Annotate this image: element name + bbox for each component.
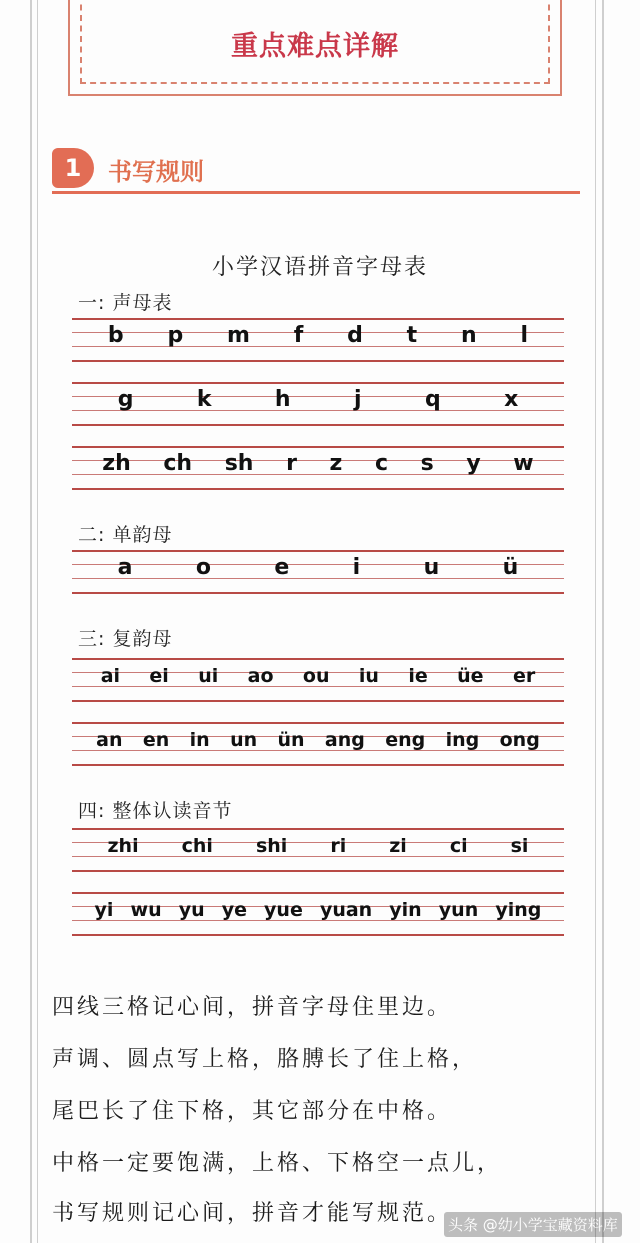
pinyin-letter: ui xyxy=(198,665,219,687)
pinyin-letter: d xyxy=(347,323,363,348)
staff-line xyxy=(72,592,564,594)
staff-line xyxy=(72,934,564,936)
group-label: 三: 复韵母 xyxy=(78,628,173,650)
letter-row xyxy=(72,550,564,586)
pinyin-letter: ing xyxy=(445,729,480,751)
letter-row xyxy=(72,318,564,354)
pinyin-letter: an xyxy=(96,729,123,751)
pinyin-letter: q xyxy=(424,387,441,412)
pinyin-letter: w xyxy=(513,451,534,476)
letter-row xyxy=(72,828,564,864)
pinyin-letter: f xyxy=(293,323,304,348)
section-underline xyxy=(52,191,580,194)
section-title: 书写规则 xyxy=(108,158,204,186)
pinyin-letter: ü xyxy=(502,555,519,580)
letter-row xyxy=(72,722,564,758)
pinyin-letter: in xyxy=(189,729,210,751)
pinyin-letter: er xyxy=(512,665,536,687)
four-line-staff xyxy=(72,658,564,702)
pinyin-letter: a xyxy=(117,555,133,580)
staff-line xyxy=(72,870,564,872)
pinyin-letter: x xyxy=(504,387,519,412)
pinyin-letter: ün xyxy=(277,729,305,751)
pinyin-letter: ai xyxy=(100,665,121,687)
pinyin-letter: ang xyxy=(324,729,365,751)
pinyin-letter: y xyxy=(466,451,481,476)
pinyin-letter: ying xyxy=(495,899,542,921)
staff-line xyxy=(72,488,564,490)
pinyin-letter: zh xyxy=(102,451,131,476)
pinyin-letter: j xyxy=(353,387,362,412)
letter-row xyxy=(72,658,564,694)
pinyin-letter: yuan xyxy=(319,899,373,921)
pinyin-letter: yun xyxy=(438,899,479,921)
pinyin-letter: r xyxy=(286,451,297,476)
letter-row xyxy=(72,892,564,928)
section-header xyxy=(52,148,580,196)
pinyin-letter: z xyxy=(329,451,343,476)
four-line-staff xyxy=(72,892,564,936)
pinyin-letter: ch xyxy=(163,451,193,476)
rhyme-line: 四线三格记心间，拼音字母住里边。 xyxy=(52,995,453,1020)
pinyin-letter: wu xyxy=(130,899,162,921)
pinyin-letter: t xyxy=(406,323,418,348)
pinyin-letter: e xyxy=(274,555,290,580)
pinyin-letter: üe xyxy=(457,665,484,687)
four-line-staff xyxy=(72,382,564,426)
pinyin-letter: iu xyxy=(358,665,379,687)
page-edge-right-inner xyxy=(595,0,596,1243)
pinyin-letter: si xyxy=(510,835,529,857)
pinyin-letter: ong xyxy=(499,729,540,751)
group-label: 二: 单韵母 xyxy=(78,524,173,546)
pinyin-letter: sh xyxy=(224,451,254,476)
pinyin-letter: n xyxy=(460,323,477,348)
page-edge-left-inner xyxy=(37,0,38,1243)
pinyin-letter: ao xyxy=(247,665,274,687)
pinyin-letter: ou xyxy=(302,665,330,687)
rhyme-line: 声调、圆点写上格，胳膊长了住上格， xyxy=(52,1047,478,1072)
pinyin-letter: s xyxy=(420,451,434,476)
staff-line xyxy=(72,764,564,766)
pinyin-letter: shi xyxy=(255,835,288,857)
group-label: 一: 声母表 xyxy=(78,292,173,314)
pinyin-letter: yi xyxy=(94,899,114,921)
pinyin-letter: ye xyxy=(221,899,247,921)
pinyin-chart-title: 小学汉语拼音字母表 xyxy=(211,255,428,280)
pinyin-letter: yin xyxy=(389,899,422,921)
four-line-staff xyxy=(72,722,564,766)
pinyin-letter: eng xyxy=(385,729,426,751)
pinyin-letter: i xyxy=(352,555,361,580)
pinyin-letter: m xyxy=(226,323,250,348)
pinyin-letter: p xyxy=(167,323,184,348)
pinyin-letter: h xyxy=(274,387,291,412)
pinyin-letter: u xyxy=(423,555,440,580)
page-edge-left xyxy=(30,0,32,1243)
page-edge-right xyxy=(602,0,604,1243)
pinyin-letter: c xyxy=(374,451,388,476)
staff-line xyxy=(72,424,564,426)
pinyin-letter: k xyxy=(196,387,212,412)
pinyin-letter: yue xyxy=(264,899,303,921)
pinyin-letter: zi xyxy=(389,835,407,857)
four-line-staff xyxy=(72,318,564,362)
pinyin-letter: ei xyxy=(149,665,169,687)
letter-row xyxy=(72,446,564,482)
four-line-staff xyxy=(72,550,564,594)
group-label: 四: 整体认读音节 xyxy=(78,800,233,822)
rhyme-line: 中格一定要饱满，上格、下格空一点儿， xyxy=(52,1151,503,1176)
pinyin-letter: ie xyxy=(408,665,428,687)
banner-title: 重点难点详解 xyxy=(231,31,399,62)
staff-line xyxy=(72,360,564,362)
watermark: 头条 @幼小学宝藏资料库 xyxy=(444,1212,622,1237)
four-line-staff xyxy=(72,828,564,872)
pinyin-letter: ri xyxy=(330,835,347,857)
pinyin-letter: l xyxy=(520,323,528,348)
letter-row xyxy=(72,382,564,418)
pinyin-letter: g xyxy=(117,387,134,412)
pinyin-letter: yu xyxy=(178,899,205,921)
pinyin-letter: b xyxy=(107,323,124,348)
pinyin-letter: zhi xyxy=(107,835,139,857)
pinyin-letter: chi xyxy=(181,835,213,857)
pinyin-letter: ci xyxy=(449,835,468,857)
pinyin-letter: o xyxy=(195,555,212,580)
staff-line xyxy=(72,700,564,702)
four-line-staff xyxy=(72,446,564,490)
header-banner xyxy=(68,0,562,96)
section-number-badge: 1 xyxy=(52,148,94,188)
rhyme-line: 书写规则记心间，拼音才能写规范。 xyxy=(52,1201,453,1226)
pinyin-letter: un xyxy=(230,729,258,751)
pinyin-letter: en xyxy=(142,729,170,751)
rhyme-line: 尾巴长了住下格，其它部分在中格。 xyxy=(52,1099,453,1124)
